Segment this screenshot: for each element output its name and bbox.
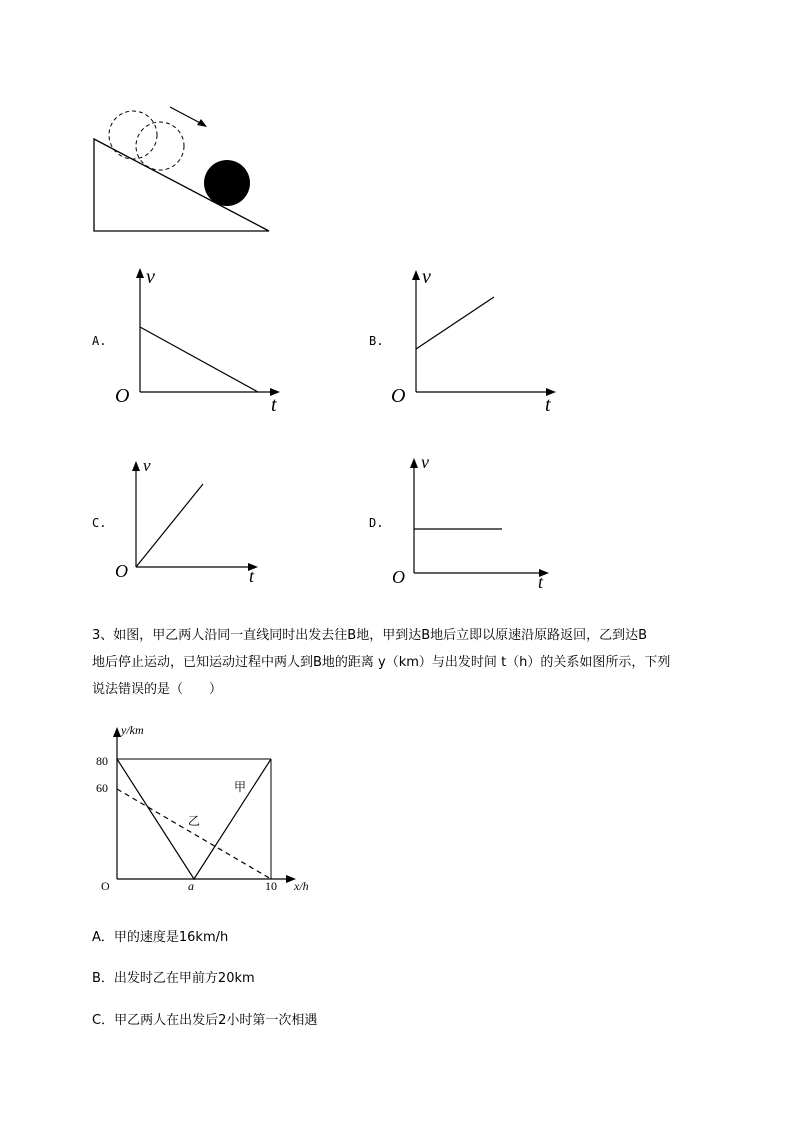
option-b-origin: O — [391, 385, 406, 407]
option-a-v-label: v — [146, 266, 155, 288]
chart-series-jia-label: 甲 — [234, 780, 247, 794]
chart-x-tick-a: a — [188, 879, 194, 893]
option-b-letter: B. — [369, 334, 384, 348]
option-b-v-label: v — [422, 266, 431, 288]
option-a-letter: A. — [92, 334, 107, 348]
option-c-t-label: t — [249, 566, 255, 586]
chart-series-yi-line — [117, 789, 271, 879]
question-3-line-2: 地后停止运动，已知运动过程中两人到B地的距离 y（km）与出发时间 t（h）的关系如图所示，下列 — [92, 655, 671, 670]
option-a-t-label: t — [271, 394, 277, 416]
answer-a: A．甲的速度是16km/h — [92, 930, 229, 945]
option-d-t-label: t — [538, 572, 544, 592]
option-d-letter: D. — [369, 516, 384, 530]
chart-y-axis-label: y/km — [121, 723, 144, 737]
chart-origin-label: O — [101, 879, 110, 893]
answer-b: B．出发时乙在甲前方20km — [92, 971, 255, 986]
option-a-origin: O — [115, 385, 130, 407]
question-3-line-1: 3、如图，甲乙两人沿同一直线同时出发去往B地，甲到达B地后立即以原速沿原路返回，乙到达B — [92, 628, 648, 643]
chart-y-tick-80: 80 — [96, 754, 108, 768]
question-3-line-3: 说法错误的是（ ） — [92, 682, 223, 697]
option-d-origin: O — [392, 567, 405, 587]
option-c-origin: O — [115, 561, 128, 581]
chart-x-tick-10: 10 — [265, 879, 277, 893]
chart-x-axis-label: x/h — [294, 879, 309, 893]
option-d-v-label: v — [421, 452, 429, 472]
option-c-v-label: v — [143, 456, 151, 475]
option-b-t-label: t — [545, 394, 551, 416]
chart-series-yi-label: 乙 — [188, 814, 201, 828]
option-c-letter: C. — [92, 516, 107, 530]
answer-c: C．甲乙两人在出发后2小时第一次相遇 — [92, 1013, 318, 1028]
chart-y-axis-arrow — [113, 727, 121, 737]
chart-y-tick-60: 60 — [96, 781, 108, 795]
